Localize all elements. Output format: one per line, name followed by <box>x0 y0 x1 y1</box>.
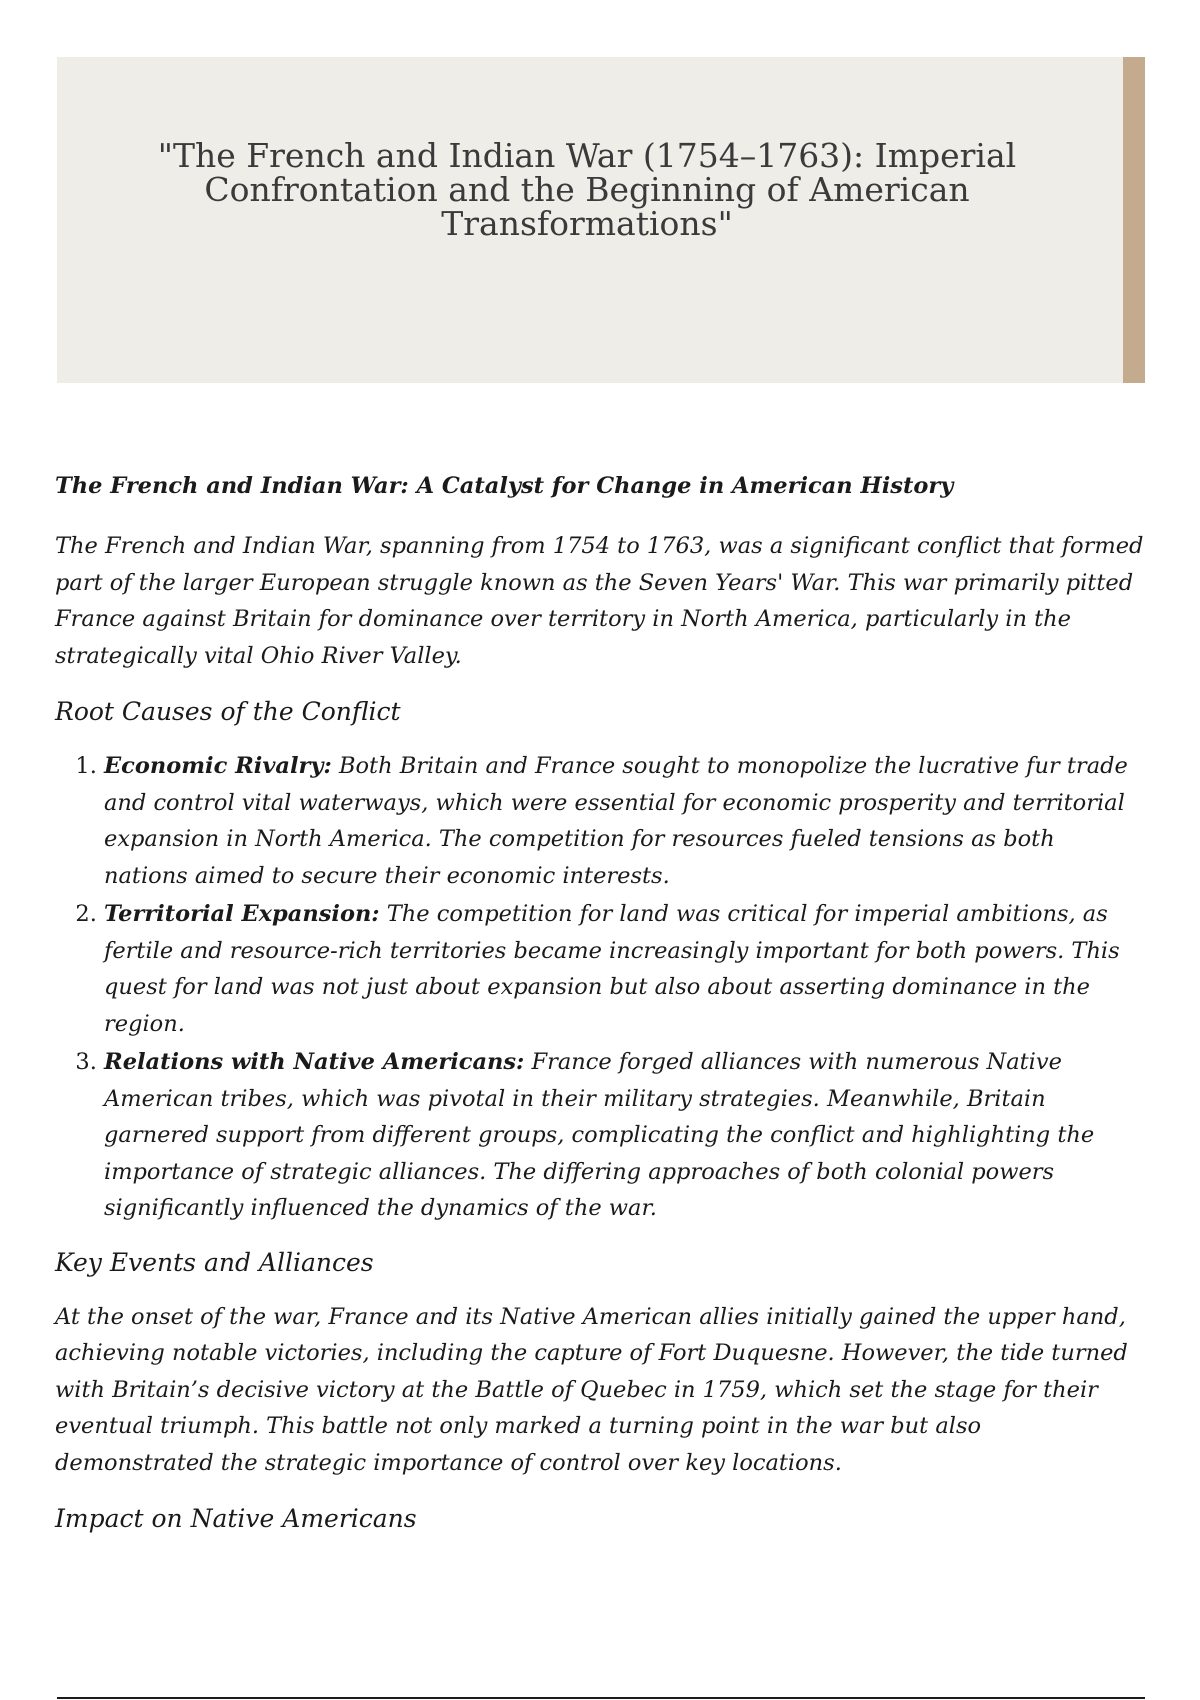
article-subtitle: The French and Indian War: A Catalyst for Change in American History <box>55 473 954 499</box>
list-item-text: Both Britain and France sought to monopolize the lucrative fur trade and control vital waterways, which were essential for economic prosperity and territorial expansion in North America. The competition for resources fueled tensions as both nations aimed to secure their economic interests. <box>104 753 1128 889</box>
root-causes-list <box>55 748 1145 1227</box>
list-item-term: Economic Rivalry: <box>104 753 332 779</box>
list-item-text: France forged alliances with numerous Native American tribes, which was pivotal in their military strategies. Meanwhile, Britain garnered support from different groups, complicating the conflict and highlighting the importance of strategic alliances. The differing approaches of both colonial powers significantly influenced the dynamics of the war. <box>104 1049 1095 1221</box>
bottom-divider <box>57 1697 1145 1699</box>
section-heading-impact: Impact on Native Americans <box>55 1504 417 1533</box>
title-accent-bar <box>1123 57 1145 383</box>
article-body <box>55 468 1145 1555</box>
section-heading-key-events: Key Events and Alliances <box>55 1247 374 1277</box>
list-item <box>104 748 1145 894</box>
list-item <box>104 896 1145 1042</box>
section-heading-root-causes: Root Causes of the Conflict <box>55 697 401 726</box>
list-item-text: The competition for land was critical for imperial ambitions, as fertile and resource-rich territories became increasingly important for both powers. This quest for land was not just about expansion but also about asserting dominance in the region. <box>104 901 1120 1037</box>
list-item-term: Relations with Native Americans: <box>104 1049 525 1075</box>
title-banner <box>57 57 1145 383</box>
document-title: "The French and Indian War (1754–1763): Imperial Confrontation and the Beginning of American Transformations" <box>157 136 1017 243</box>
list-item <box>104 1044 1145 1227</box>
list-item-term: Territorial Expansion: <box>104 901 380 927</box>
intro-paragraph: The French and Indian War, spanning from 1754 to 1763, was a significant conflict that formed part of the larger European struggle known as the Seven Years' War. This war primarily pitted France against Britain for dominance over territory in North America, particularly in the strategically vital Ohio River Valley. <box>55 533 1144 669</box>
list-item-body <box>104 753 1128 889</box>
list-item-body <box>104 1049 1094 1221</box>
key-events-paragraph: At the onset of the war, France and its Native American allies initially gained the upper hand, achieving notable victories, including the capture of Fort Duquesne. However, the tide turned with Britain’s decisive victory at the Battle of Quebec in 1759, which set the stage for their eventual triumph. This battle not only marked a turning point in the war but also demonstrated the strategic importance of control over key locations. <box>55 1303 1128 1476</box>
list-item-body <box>104 901 1120 1037</box>
